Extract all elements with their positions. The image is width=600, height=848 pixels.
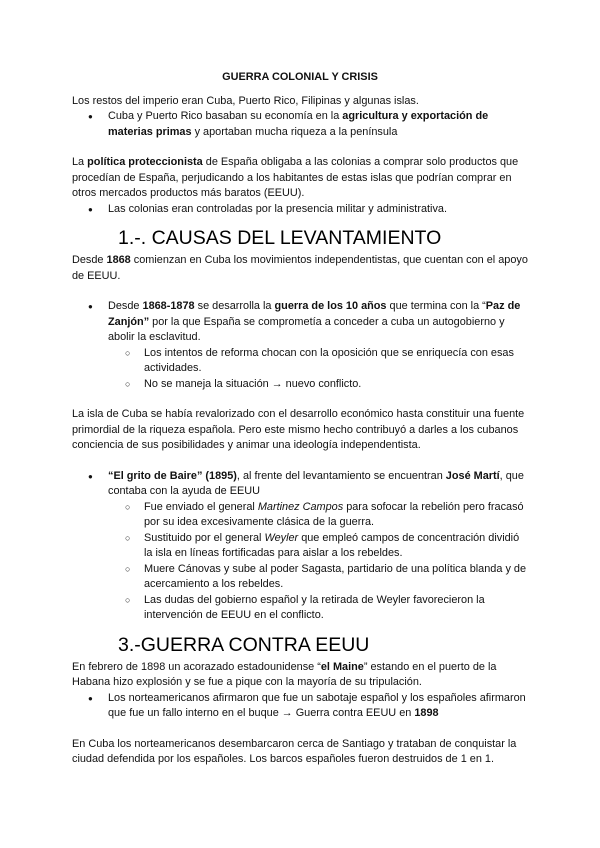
intro-paragraph-1: Los restos del imperio eran Cuba, Puerto Rico, Filipinas y algunas islas. xyxy=(72,94,419,107)
document-title: GUERRA COLONIAL Y CRISIS xyxy=(222,71,378,83)
list-item: ● Los norteamericanos afirmaron que fue un sabotaje español y los españoles afirmaron que fue un fallo interno en el buque → Guerra contra EEUU en 1898 xyxy=(72,691,528,722)
list-item: ○ Muere Cánovas y sube al poder Sagasta, partidario de una política blanda y de acercamiento a los rebeldes. xyxy=(72,562,528,593)
list-item: ○ Los intentos de reforma chocan con la oposición que se enriquecía con esas actividades. xyxy=(72,346,528,377)
section-heading-guerra: 3.-GUERRA CONTRA EEUU xyxy=(118,633,370,656)
section1-list-1 xyxy=(72,299,528,392)
section1-list-2 xyxy=(72,469,528,624)
list-item: ● Desde 1868-1878 se desarrolla la guerra de los 10 años que termina con la “Paz de Zanjón” por la que España se comprometía a conceder a cuba un autogobierno y abolir la esclavitud. ○ Los intentos de reforma chocan con la oposición que se enriquecía con esas actividades. ○ No se maneja la situación → nuevo conflicto. xyxy=(72,299,528,392)
section3-list-1 xyxy=(72,691,528,722)
list-item: ● Cuba y Puerto Rico basaban su economía en la agricultura y exportación de materias primas y aportaban mucha riqueza a la península xyxy=(72,109,528,140)
list-item: ○ Las dudas del gobierno español y la retirada de Weyler favorecieron la intervención de EEUU en el conflicto. xyxy=(72,593,528,624)
intro-list-1 xyxy=(72,109,528,140)
list-item: ● “El grito de Baire” (1895), al frente del levantamiento se encuentran José Martí, que contaba con la ayuda de EEUU ○ Fue enviado el general Martinez Campos para sofocar la rebelión pero fracasó por su idea excesivamente clásica de la guerra. ○ Sustituido por el general Weyler que empleó campos de concentración dividió la isla en líneas fortificadas para aislar a los rebeldes. ○ Muere Cánovas y sube al poder Sagasta, partidario de una política blanda y de acercamiento a los rebeldes. ○ Las dudas del gobierno español y la retirada de Weyler favorecieron la intervención de EEUU en el conflicto. xyxy=(72,469,528,624)
intro-list-2 xyxy=(72,202,528,218)
list-item: ● Las colonias eran controladas por la presencia militar y administrativa. xyxy=(72,202,528,218)
section1-paragraph-2: La isla de Cuba se había revalorizado con el desarrollo económico hasta constituir una fuente primordial de la riqueza española. Pero este mismo hecho contribuyó a darles a los cubanos conciencia de sus posibilidades y animar una ideología independentista. xyxy=(72,408,525,451)
section-heading-causas: 1.-. CAUSAS DEL LEVANTAMIENTO xyxy=(118,227,442,249)
intro-paragraph-2: La política proteccionista de España obligaba a las colonias a comprar solo productos que procedían de España, perjudicando a los habitantes de estas islas que podrían comprar en otros mercados productos más baratos (EEUU). xyxy=(72,156,519,199)
list-item: ○ Sustituido por el general Weyler que empleó campos de concentración dividió la isla en líneas fortificadas para aislar a los rebeldes. xyxy=(72,531,528,562)
list-item: ○ Fue enviado el general Martinez Campos para sofocar la rebelión pero fracasó por su idea excesivamente clásica de la guerra. xyxy=(72,500,528,531)
list-item: ○ No se maneja la situación → nuevo conflicto. xyxy=(72,377,528,393)
section3-paragraph-2: En Cuba los norteamericanos desembarcaron cerca de Santiago y trataban de conquistar la ciudad defendida por los españoles. Los barcos españoles fueron destruidos de 1 en 1. xyxy=(72,737,517,765)
section3-paragraph-1: En febrero de 1898 un acorazado estadounidense “el Maine” estando en el puerto de la Habana hizo explosión y se fue a pique con la mayoría de su tripulación. xyxy=(72,660,497,688)
section1-paragraph-1: Desde 1868 comienzan en Cuba los movimientos independentistas, que cuentan con el apoyo de EEUU. xyxy=(72,254,528,282)
section1-sublist-1 xyxy=(72,346,528,393)
section1-sublist-2 xyxy=(72,500,528,624)
